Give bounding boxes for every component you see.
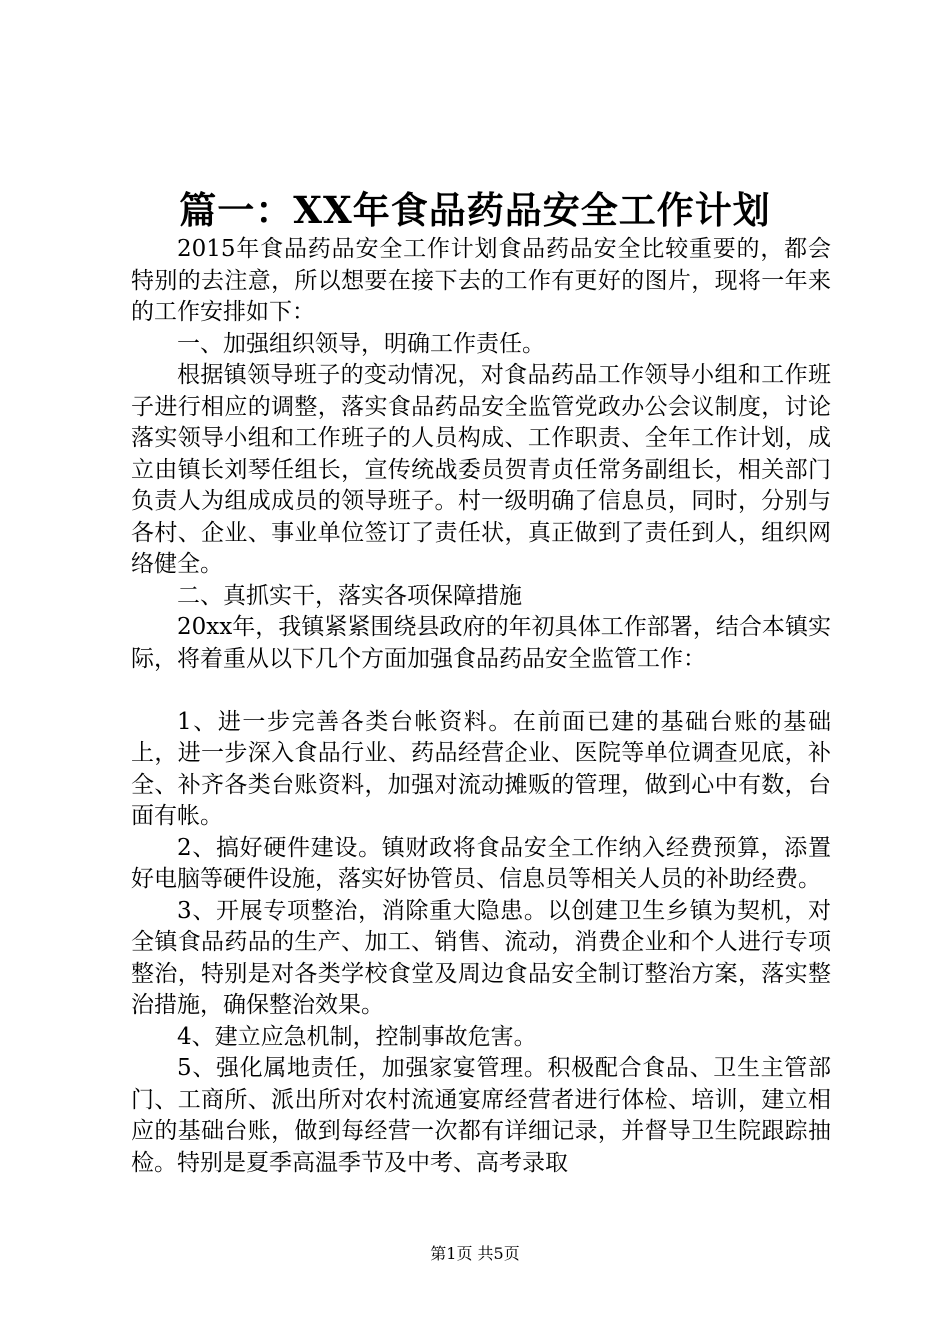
paragraph-section-1: 根据镇领导班子的变动情况，对食品药品工作领导小组和工作班子进行相应的调整，落实食品药品安全监管党政办公会议制度，讨论落实领导小组和工作班子的人员构成、工作职责、全年工作计划，成立由镇长刘琴任组长，宣传统战委员贺青贞任常务副组长，相关部门负责人为组成成员的领导班子。村一级明确了信息员，同时，分别与各村、企业、事业单位签订了责任状，真正做到了责任到人，组织网络健全。 bbox=[131, 362, 831, 577]
list-item-3: 3、开展专项整治，消除重大隐患。以创建卫生乡镇为契机，对全镇食品药品的生产、加工、销售、流动，消费企业和个人进行专项整治，特别是对各类学校食堂及周边食品安全制订整治方案，落实整治措施，确保整治效果。 bbox=[131, 897, 831, 1018]
list-item-5: 5、强化属地责任，加强家宴管理。积极配合食品、卫生主管部门、工商所、派出所对农村流通宴席经营者进行体检、培训，建立相应的基础台账，做到每经营一次都有详细记录，并督导卫生院跟踪抽检。特别是夏季高温季节及中考、高考录取 bbox=[131, 1055, 831, 1176]
document-title: 篇一：XX年食品药品安全工作计划 bbox=[179, 188, 771, 232]
list-item-1: 1、进一步完善各类台帐资料。在前面已建的基础台账的基础上，进一步深入食品行业、药品经营企业、医院等单位调查见底，补全、补齐各类台账资料，加强对流动摊贩的管理，做到心中有数，台面有帐。 bbox=[131, 708, 831, 829]
list-item-4: 4、建立应急机制，控制事故危害。 bbox=[177, 1023, 537, 1050]
paragraph-intro: 2015年食品药品安全工作计划食品药品安全比较重要的，都会特别的去注意，所以想要在接下去的工作有更好的图片，现将一年来的工作安排如下： bbox=[131, 236, 831, 325]
document-body bbox=[131, 234, 831, 1179]
heading-section-1: 一、加强组织领导，明确工作责任。 bbox=[177, 330, 545, 357]
page-footer: 第1页 共5页 bbox=[430, 1244, 520, 1263]
list-item-2: 2、搞好硬件建设。镇财政将食品安全工作纳入经费预算，添置好电脑等硬件设施，落实好协管员、信息员等相关人员的补助经费。 bbox=[131, 834, 831, 892]
heading-section-2: 二、真抓实干，落实各项保障措施 bbox=[177, 582, 522, 609]
paragraph-section-2: 20xx年，我镇紧紧围绕县政府的年初具体工作部署，结合本镇实际，将着重从以下几个方面加强食品药品安全监管工作： bbox=[131, 614, 831, 672]
